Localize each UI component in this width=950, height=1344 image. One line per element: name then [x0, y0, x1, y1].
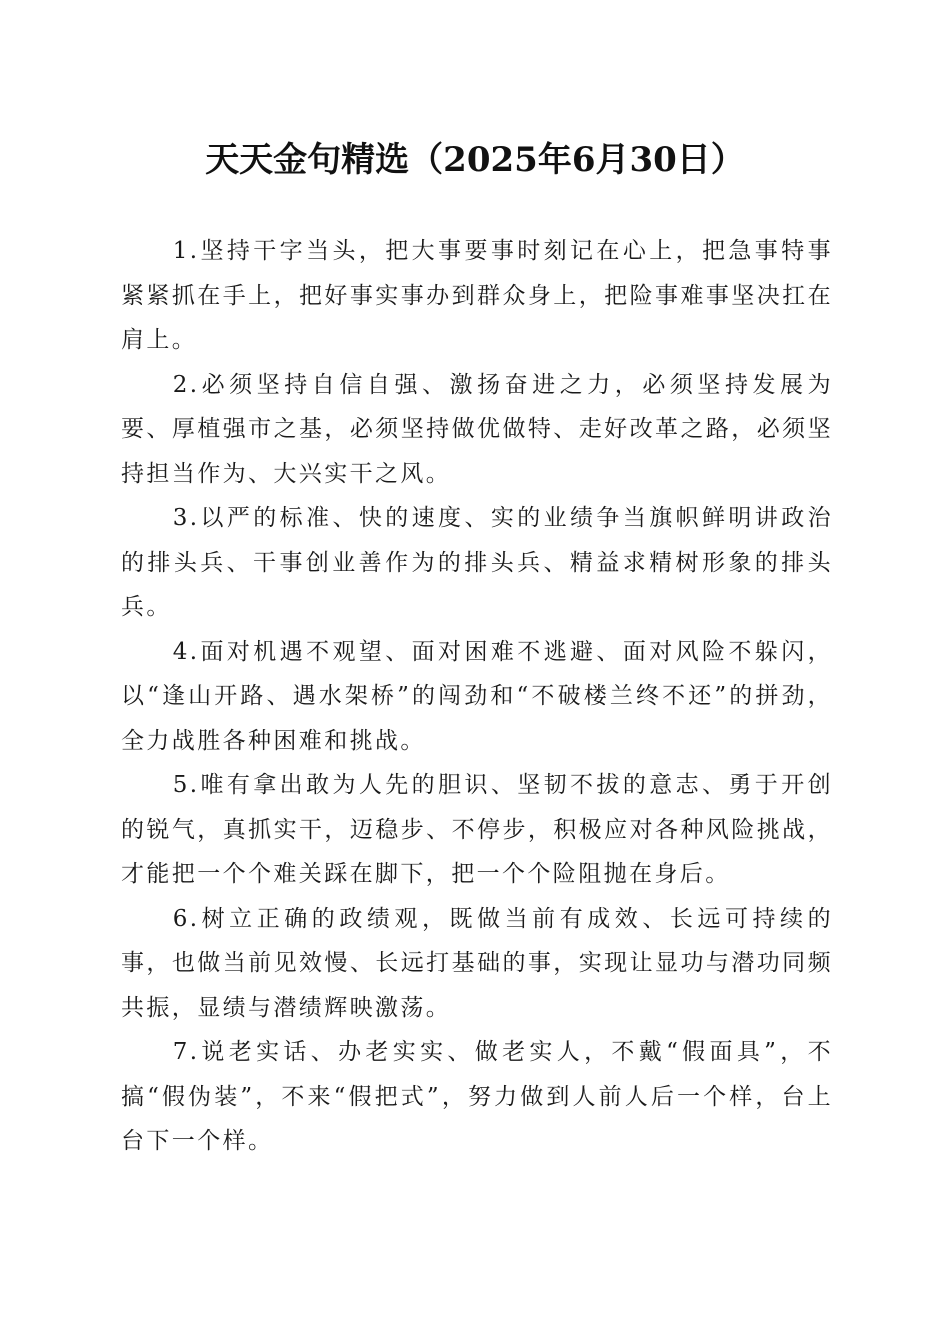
- document-title: 天天金句精选（2025年6月30日）: [205, 140, 745, 180]
- paragraph-4: 4.面对机遇不观望、面对困难不逃避、面对风险不躲闪，以“逢山开路、遇水架桥”的闯劲和“不破楼兰终不还”的拼劲，全力战胜各种困难和挑战。: [121, 638, 833, 754]
- paragraph-7: 7.说老实话、办老实实、做老实人，不戴“假面具”，不搞“假伪装”，不来“假把式”，努力做到人前人后一个样，台上台下一个样。: [121, 1039, 833, 1154]
- paragraph-5: 5.唯有拿出敢为人先的胆识、坚韧不拔的意志、勇于开创的锐气，真抓实干，迈稳步、不停步，积极应对各种风险挑战，才能把一个个难关踩在脚下，把一个个险阻抛在身后。: [121, 772, 833, 887]
- paragraph-2: 2.必须坚持自信自强、激扬奋进之力，必须坚持发展为要、厚植强市之基，必须坚持做优做特、走好改革之路，必须坚持担当作为、大兴实干之风。: [121, 371, 833, 487]
- document-body: [121, 229, 833, 1164]
- paragraph-3: 3.以严的标准、快的速度、实的业绩争当旗帜鲜明讲政治的排头兵、干事创业善作为的排头兵、精益求精树形象的排头兵。: [121, 505, 833, 620]
- paragraph-6: 6.树立正确的政绩观，既做当前有成效、长远可持续的事，也做当前见效慢、长远打基础的事，实现让显功与潜功同频共振，显绩与潜绩辉映激荡。: [121, 905, 833, 1021]
- paragraph-1: 1.坚持干字当头，把大事要事时刻记在心上，把急事特事紧紧抓在手上，把好事实事办到群众身上，把险事难事坚决扛在肩上。: [121, 238, 833, 353]
